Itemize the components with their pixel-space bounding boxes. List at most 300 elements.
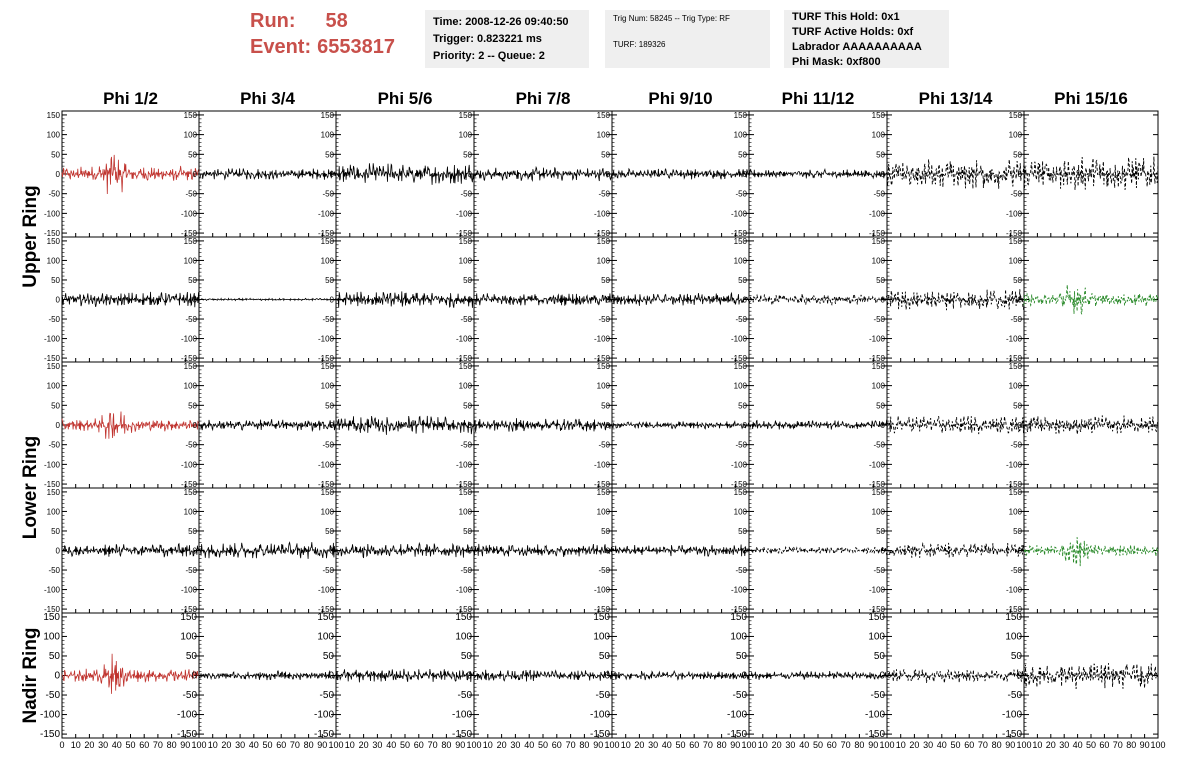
y-tick-label: -100 — [1005, 334, 1022, 344]
x-tick-label: 70 — [427, 740, 438, 750]
y-tick-label: -100 — [593, 460, 610, 470]
waveform-trace — [62, 155, 199, 194]
column-title: Phi 7/8 — [515, 89, 571, 108]
y-tick-label: -100 — [868, 209, 885, 219]
y-tick-label: -150 — [868, 354, 885, 364]
y-tick-label: 150 — [183, 487, 197, 497]
y-tick-label: -150 — [317, 229, 334, 239]
y-tick-label: 150 — [183, 236, 197, 246]
column-title: Phi 9/10 — [648, 89, 713, 108]
waveform-trace — [199, 542, 336, 559]
y-tick-label: 100 — [183, 507, 197, 517]
x-tick-label: 100 — [328, 740, 344, 750]
x-tick-label: 20 — [496, 740, 507, 750]
y-tick-label: 50 — [463, 401, 472, 411]
x-tick-label: 100 — [741, 740, 757, 750]
y-tick-label: -100 — [593, 334, 610, 344]
y-tick-label: 150 — [458, 110, 472, 120]
y-tick-label: 100 — [458, 381, 472, 391]
y-tick-label: 0 — [605, 295, 610, 305]
y-tick-label: -50 — [1010, 315, 1022, 325]
y-tick-label: 100 — [320, 130, 334, 140]
y-tick-label: -150 — [39, 729, 60, 741]
y-tick-label: 150 — [871, 236, 885, 246]
y-tick-label: 0 — [55, 295, 60, 305]
y-tick-label: 100 — [46, 381, 60, 391]
waveform-trace — [749, 421, 887, 430]
column-title: Phi 15/16 — [1054, 89, 1128, 108]
waveform-trace — [336, 669, 474, 682]
y-tick-label: 150 — [455, 611, 472, 623]
y-tick-label: -50 — [45, 690, 60, 702]
y-tick-label: -100 — [1001, 709, 1022, 721]
y-tick-label: 50 — [876, 526, 885, 536]
y-tick-label: 150 — [593, 611, 610, 623]
y-tick-label: 50 — [873, 650, 885, 662]
y-tick-label: 150 — [183, 110, 197, 120]
y-tick-label: 150 — [46, 361, 60, 371]
y-tick-label: 100 — [596, 507, 610, 517]
x-tick-label: 10 — [207, 740, 218, 750]
y-tick-label: -150 — [868, 480, 885, 490]
y-tick-label: -150 — [180, 354, 197, 364]
y-tick-label: 0 — [1017, 546, 1022, 556]
y-tick-label: 150 — [871, 487, 885, 497]
x-tick-label: 40 — [386, 740, 397, 750]
run-value: 58 — [325, 10, 348, 32]
y-tick-label: -50 — [185, 189, 197, 199]
y-tick-label: -100 — [868, 585, 885, 595]
ring-label: Lower Ring — [20, 435, 41, 540]
x-tick-label: 40 — [661, 740, 672, 750]
y-tick-label: 0 — [467, 170, 472, 179]
waveform-trace — [612, 293, 749, 306]
y-tick-label: 50 — [738, 275, 747, 285]
y-tick-label: -100 — [455, 209, 472, 219]
y-tick-label: 0 — [329, 421, 334, 430]
x-tick-label: 90 — [1005, 740, 1016, 750]
y-tick-label: 50 — [1013, 275, 1022, 285]
y-tick-label: -150 — [317, 354, 334, 364]
y-tick-label: 50 — [185, 650, 197, 662]
x-tick-label: 20 — [358, 740, 369, 750]
y-tick-label: 0 — [54, 670, 60, 682]
y-tick-label: 0 — [880, 295, 885, 305]
y-tick-label: 100 — [320, 256, 334, 266]
y-tick-label: -150 — [180, 229, 197, 239]
y-tick-label: 150 — [1008, 110, 1022, 120]
x-tick-label: 50 — [125, 740, 136, 750]
y-tick-label: 0 — [1017, 295, 1022, 305]
y-tick-label: 100 — [43, 631, 60, 643]
y-tick-label: 100 — [458, 256, 472, 266]
y-tick-label: 150 — [43, 611, 60, 623]
y-tick-label: 0 — [329, 546, 334, 556]
y-tick-label: -150 — [43, 354, 60, 364]
y-tick-label: 150 — [596, 487, 610, 497]
y-tick-label: 150 — [458, 361, 472, 371]
y-tick-label: 150 — [320, 361, 334, 371]
x-tick-label: 90 — [593, 740, 604, 750]
y-tick-label: -100 — [176, 709, 197, 721]
x-tick-label: 10 — [70, 740, 81, 750]
x-tick-label: 60 — [551, 740, 562, 750]
x-tick-label: 30 — [923, 740, 934, 750]
x-tick-label: 60 — [413, 740, 424, 750]
y-tick-label: -50 — [595, 690, 610, 702]
y-tick-label: 50 — [325, 275, 334, 285]
waveform-trace — [199, 419, 336, 430]
x-tick-label: 30 — [648, 740, 659, 750]
y-tick-label: -150 — [730, 354, 747, 364]
waveform-trace — [62, 412, 199, 439]
waveform-trace — [336, 163, 474, 185]
y-tick-label: 50 — [325, 401, 334, 411]
x-tick-label: 50 — [812, 740, 824, 750]
x-tick-label: 20 — [1045, 740, 1056, 750]
y-tick-label: -100 — [455, 585, 472, 595]
y-tick-label: -100 — [868, 460, 885, 470]
y-tick-label: 50 — [1013, 526, 1022, 536]
y-tick-label: 50 — [51, 150, 60, 160]
y-tick-label: 50 — [463, 275, 472, 285]
y-tick-label: 100 — [180, 631, 197, 643]
y-tick-label: 0 — [191, 670, 197, 682]
y-tick-label: 50 — [463, 526, 472, 536]
x-tick-label: 10 — [344, 740, 355, 750]
y-tick-label: 0 — [742, 546, 747, 556]
x-tick-label: 80 — [716, 740, 727, 750]
y-tick-label: 100 — [183, 381, 197, 391]
x-tick-label: 50 — [262, 740, 273, 750]
y-tick-label: 0 — [880, 170, 885, 179]
waveform-trace — [336, 416, 474, 435]
x-tick-label: 10 — [757, 740, 768, 750]
y-tick-label: 0 — [55, 421, 60, 430]
y-tick-label: -150 — [180, 605, 197, 615]
x-tick-label: 20 — [221, 740, 232, 750]
waveform-trace — [749, 294, 887, 305]
y-tick-label: 100 — [46, 256, 60, 266]
y-tick-label: -150 — [730, 229, 747, 239]
y-tick-label: -150 — [180, 480, 197, 490]
column-title: Phi 5/6 — [377, 89, 433, 108]
y-tick-label: -100 — [730, 585, 747, 595]
y-tick-label: 50 — [738, 401, 747, 411]
run-label: Run: — [250, 10, 296, 32]
x-tick-label: 100 — [191, 740, 207, 750]
y-tick-label: -150 — [593, 229, 610, 239]
y-tick-label: 100 — [1008, 256, 1022, 266]
x-tick-label: 90 — [1139, 740, 1150, 750]
y-tick-label: -50 — [735, 315, 747, 325]
x-tick-label: 60 — [689, 740, 700, 750]
waveform-trace — [1024, 537, 1158, 566]
x-tick-label: 0 — [59, 740, 65, 750]
y-tick-label: 150 — [596, 361, 610, 371]
labrador-text: Labrador AAAAAAAAAA — [792, 41, 922, 53]
y-tick-label: 50 — [188, 150, 197, 160]
y-tick-label: -100 — [39, 709, 60, 721]
x-tick-label: 30 — [235, 740, 246, 750]
y-tick-label: -100 — [593, 585, 610, 595]
y-tick-label: -100 — [180, 334, 197, 344]
y-tick-label: 150 — [317, 611, 334, 623]
y-tick-label: 100 — [868, 631, 885, 643]
time-text: Time: 2008-12-26 09:40:50 — [433, 16, 569, 28]
waveform-trace — [749, 671, 887, 680]
y-tick-label: -50 — [1010, 440, 1022, 450]
y-tick-label: -150 — [593, 480, 610, 490]
y-tick-label: -50 — [598, 566, 610, 576]
y-tick-label: -150 — [455, 605, 472, 615]
y-tick-label: 150 — [1008, 487, 1022, 497]
y-tick-label: -150 — [455, 229, 472, 239]
x-tick-label: 30 — [785, 740, 796, 750]
y-tick-label: 100 — [593, 631, 610, 643]
x-tick-label: 100 — [466, 740, 482, 750]
y-tick-label: 150 — [733, 110, 747, 120]
y-tick-label: 100 — [596, 130, 610, 140]
x-tick-label: 80 — [166, 740, 177, 750]
x-tick-label: 60 — [276, 740, 287, 750]
x-tick-label: 20 — [634, 740, 645, 750]
y-tick-label: 100 — [730, 631, 747, 643]
x-tick-label: 90 — [180, 740, 191, 750]
y-tick-label: 0 — [880, 546, 885, 556]
x-tick-label: 50 — [1085, 740, 1097, 750]
waveform-trace — [1024, 415, 1158, 434]
waveform-trace — [612, 545, 749, 557]
turf-text: TURF: 189326 — [613, 40, 666, 49]
y-tick-label: 50 — [1013, 150, 1022, 160]
ring-label: Nadir Ring — [20, 627, 41, 724]
x-tick-label: 70 — [152, 740, 163, 750]
y-tick-label: 0 — [605, 421, 610, 430]
x-tick-label: 80 — [579, 740, 590, 750]
waveform-trace — [612, 169, 749, 180]
x-tick-label: 50 — [399, 740, 411, 750]
y-tick-label: -50 — [322, 566, 334, 576]
y-tick-label: 100 — [183, 130, 197, 140]
turf-active-holds-text: TURF Active Holds: 0xf — [792, 26, 914, 38]
x-tick-label: 40 — [799, 740, 810, 750]
y-tick-label: 50 — [598, 650, 610, 662]
y-tick-label: -100 — [864, 709, 885, 721]
y-tick-label: 0 — [1017, 421, 1022, 430]
y-tick-label: 100 — [46, 507, 60, 517]
y-tick-label: 150 — [1005, 611, 1022, 623]
y-tick-label: 100 — [1008, 507, 1022, 517]
x-tick-label: 100 — [604, 740, 620, 750]
x-tick-label: 80 — [854, 740, 865, 750]
y-tick-label: 0 — [55, 546, 60, 556]
x-tick-label: 90 — [317, 740, 328, 750]
x-tick-label: 10 — [482, 740, 493, 750]
y-tick-label: -150 — [1005, 605, 1022, 615]
y-tick-label: 0 — [879, 670, 885, 682]
x-tick-label: 80 — [441, 740, 452, 750]
y-tick-label: -150 — [868, 605, 885, 615]
y-tick-label: 50 — [322, 650, 334, 662]
x-tick-label: 80 — [303, 740, 314, 750]
y-tick-label: 0 — [55, 170, 60, 179]
y-tick-label: 150 — [183, 361, 197, 371]
y-tick-label: -50 — [48, 440, 60, 450]
y-tick-label: -50 — [48, 566, 60, 576]
y-tick-label: -150 — [593, 354, 610, 364]
waveform-trace — [749, 547, 887, 554]
y-tick-label: -100 — [455, 334, 472, 344]
y-tick-label: 0 — [328, 670, 334, 682]
y-tick-label: 0 — [742, 295, 747, 305]
y-tick-label: 0 — [329, 295, 334, 305]
y-tick-label: 0 — [741, 670, 747, 682]
y-tick-label: 50 — [876, 275, 885, 285]
y-tick-label: 50 — [738, 150, 747, 160]
y-tick-label: -100 — [317, 585, 334, 595]
y-tick-label: 0 — [192, 421, 197, 430]
x-tick-label: 50 — [537, 740, 549, 750]
y-tick-label: 100 — [871, 130, 885, 140]
x-tick-label: 70 — [565, 740, 576, 750]
x-tick-label: 60 — [1099, 740, 1110, 750]
waveform-trace — [612, 671, 749, 680]
y-tick-label: 150 — [458, 236, 472, 246]
y-tick-label: -100 — [593, 209, 610, 219]
y-tick-label: 150 — [458, 487, 472, 497]
y-tick-label: -50 — [457, 690, 472, 702]
x-tick-label: 30 — [510, 740, 521, 750]
y-tick-label: -100 — [1005, 460, 1022, 470]
y-tick-label: 50 — [325, 150, 334, 160]
y-tick-label: 50 — [188, 401, 197, 411]
y-tick-label: 0 — [192, 170, 197, 179]
y-tick-label: 150 — [1008, 361, 1022, 371]
y-tick-label: 0 — [742, 170, 747, 179]
y-tick-label: -50 — [735, 566, 747, 576]
y-tick-label: -100 — [317, 209, 334, 219]
y-tick-label: -150 — [1001, 729, 1022, 741]
y-tick-label: 100 — [596, 381, 610, 391]
y-tick-label: -150 — [730, 605, 747, 615]
ring-label: Upper Ring — [20, 185, 41, 288]
waveform-trace — [887, 669, 1024, 683]
x-tick-label: 50 — [950, 740, 961, 750]
y-tick-label: -50 — [1010, 566, 1022, 576]
x-tick-label: 60 — [826, 740, 837, 750]
x-tick-label: 70 — [977, 740, 988, 750]
x-tick-label: 10 — [895, 740, 906, 750]
y-tick-label: 50 — [463, 150, 472, 160]
y-tick-label: 50 — [188, 275, 197, 285]
y-tick-label: 150 — [868, 611, 885, 623]
y-tick-label: -50 — [460, 189, 472, 199]
y-tick-label: -150 — [455, 480, 472, 490]
y-tick-label: 150 — [180, 611, 197, 623]
y-tick-label: -150 — [593, 605, 610, 615]
y-tick-label: 0 — [605, 170, 610, 179]
y-tick-label: 150 — [733, 236, 747, 246]
waveform-trace — [1024, 285, 1158, 314]
waveform-trace — [62, 292, 199, 307]
x-tick-label: 70 — [840, 740, 851, 750]
y-tick-label: -100 — [730, 460, 747, 470]
y-tick-label: 100 — [733, 130, 747, 140]
waveform-trace — [336, 291, 474, 308]
y-tick-label: -100 — [43, 209, 60, 219]
x-tick-label: 80 — [991, 740, 1002, 750]
x-tick-label: 60 — [964, 740, 975, 750]
y-tick-label: 150 — [871, 361, 885, 371]
waveform-trace — [199, 671, 336, 680]
y-tick-label: -50 — [1010, 189, 1022, 199]
waveform-trace — [887, 543, 1024, 558]
x-tick-label: 30 — [1059, 740, 1070, 750]
y-tick-label: 150 — [46, 236, 60, 246]
x-tick-label: 100 — [1016, 740, 1032, 750]
y-tick-label: 100 — [871, 256, 885, 266]
y-tick-label: -150 — [589, 729, 610, 741]
waveform-trace — [1024, 157, 1158, 190]
y-tick-label: -150 — [43, 480, 60, 490]
waveform-trace — [474, 167, 612, 181]
y-tick-label: 100 — [733, 256, 747, 266]
waveform-trace — [474, 293, 612, 305]
y-tick-label: 150 — [1008, 236, 1022, 246]
panel-frame — [1024, 362, 1158, 488]
x-tick-label: 30 — [372, 740, 383, 750]
waveform-trace — [887, 289, 1024, 310]
y-tick-label: 50 — [51, 401, 60, 411]
y-tick-label: -50 — [598, 315, 610, 325]
waveform-trace — [474, 544, 612, 557]
y-tick-label: 50 — [1010, 650, 1022, 662]
y-tick-label: -150 — [317, 480, 334, 490]
waveform-trace — [62, 544, 199, 558]
trig-num-text: Trig Num: 58245 -- Trig Type: RF — [613, 14, 730, 23]
turf-this-hold-text: TURF This Hold: 0x1 — [792, 11, 900, 23]
event-label: Event: — [250, 36, 312, 58]
waveform-trace — [62, 654, 199, 694]
x-tick-label: 40 — [111, 740, 122, 750]
y-tick-label: 100 — [183, 256, 197, 266]
x-tick-label: 30 — [98, 740, 109, 750]
x-tick-label: 50 — [675, 740, 686, 750]
y-tick-label: -50 — [48, 189, 60, 199]
y-tick-label: -50 — [322, 440, 334, 450]
y-tick-label: -150 — [726, 729, 747, 741]
y-tick-label: -50 — [598, 189, 610, 199]
y-tick-label: 0 — [192, 295, 197, 305]
y-tick-label: 50 — [48, 650, 60, 662]
y-tick-label: 100 — [733, 381, 747, 391]
y-tick-label: -100 — [317, 460, 334, 470]
y-tick-label: 50 — [51, 526, 60, 536]
x-tick-label: 20 — [84, 740, 95, 750]
y-tick-label: 100 — [1005, 631, 1022, 643]
x-tick-label: 40 — [1072, 740, 1083, 750]
x-tick-label: 10 — [1032, 740, 1043, 750]
y-tick-label: -50 — [48, 315, 60, 325]
column-title: Phi 13/14 — [918, 89, 993, 108]
panel-frame — [887, 111, 1024, 237]
waveform-trace — [199, 298, 336, 300]
y-tick-label: -150 — [43, 605, 60, 615]
y-tick-label: -100 — [730, 334, 747, 344]
y-tick-label: 100 — [596, 256, 610, 266]
x-tick-label: 70 — [702, 740, 713, 750]
